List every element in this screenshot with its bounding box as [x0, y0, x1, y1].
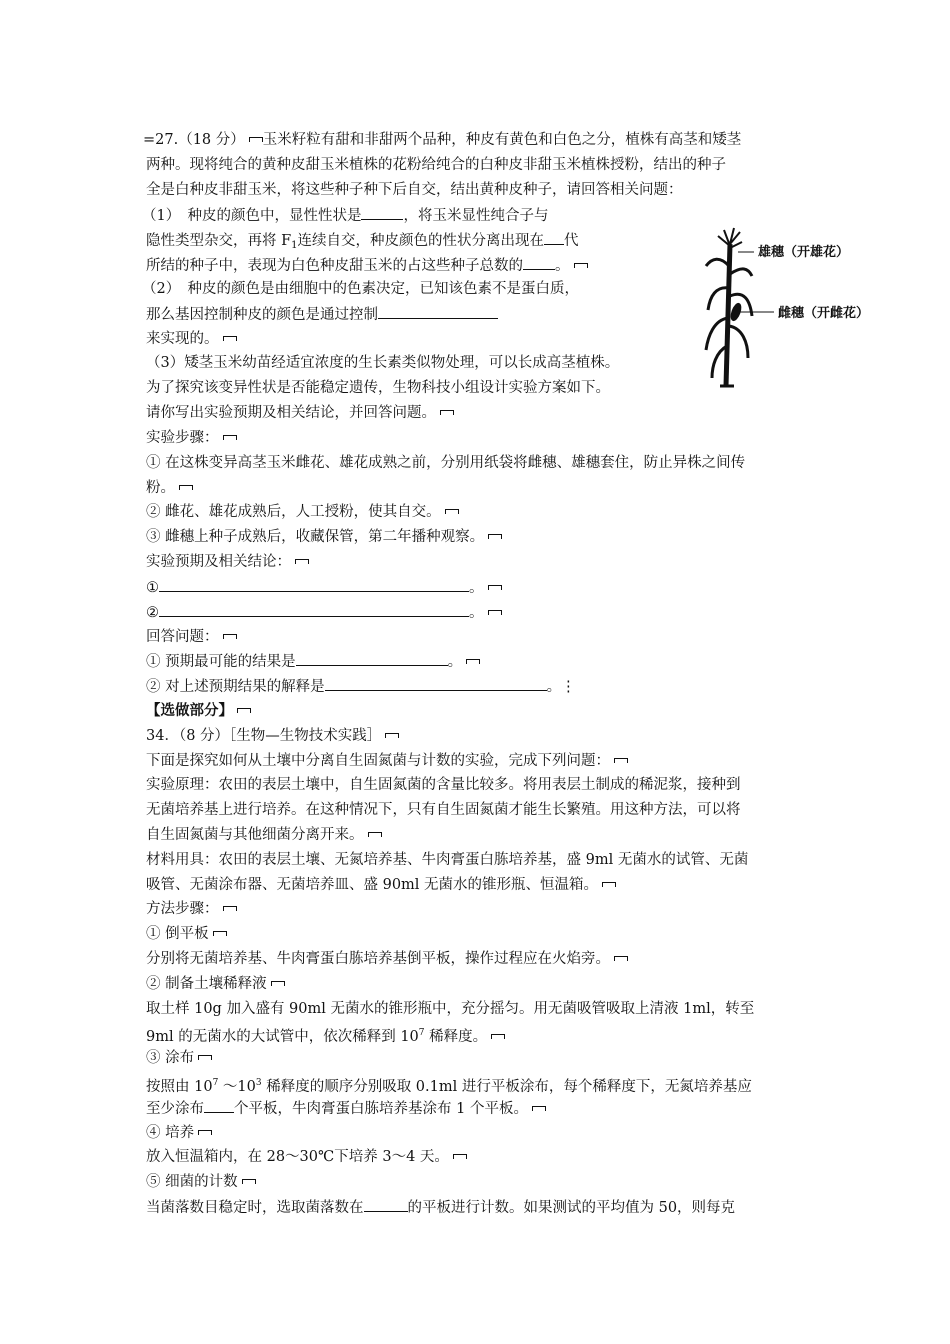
q34-principle-3	[146, 825, 382, 845]
paragraph-mark-icon	[574, 262, 588, 270]
method-1-text	[146, 949, 628, 969]
answer-text: ② 对上述预期结果的解释是	[146, 679, 325, 695]
answer-blank[interactable]	[296, 651, 448, 666]
materials-text: 材料用具：农田的表层土壤、无氮培养基、牛肉膏蛋白胨培养基，盛 9ml 无菌水的试管、无菌	[146, 852, 749, 868]
method-step-text: 按照由 10	[146, 1079, 213, 1095]
q34-heading-text: 34．（8 分）［生物—生物技术实践］	[146, 728, 382, 744]
method-step-text: 9ml 的无菌水的大试管中，依次稀释到 10	[146, 1029, 419, 1045]
answer-blank[interactable]	[378, 304, 498, 319]
method-2-text-1	[146, 999, 754, 1019]
step-1-line1	[146, 453, 745, 473]
paragraph-mark-icon	[223, 633, 237, 641]
method-1-title	[146, 924, 227, 944]
method-step-text: 当菌落数目稳定时，选取菌落数在	[146, 1200, 364, 1216]
superscript: 3	[255, 1078, 262, 1088]
method-step-text: 放入恒温箱内，在 28～30℃下培养 3～4 天。	[146, 1149, 449, 1165]
prediction-number: ②	[146, 605, 159, 621]
q27-text: 全是白种皮非甜玉米，将这些种子种下后自交，结出黄种皮种子，请回答相关问题：	[146, 182, 683, 198]
q34-method-title	[146, 899, 237, 919]
method-3-text-2	[146, 1098, 546, 1118]
paragraph-mark-icon	[198, 1129, 212, 1137]
method-2-text-2	[146, 1023, 505, 1043]
q27-part1-line3	[146, 255, 588, 275]
answer-blank[interactable]	[361, 205, 403, 220]
method-step-title: ① 倒平板	[146, 926, 209, 942]
step-text: ① 在这株变异高茎玉米雌花、雄花成熟之前，分别用纸袋将雌穗、雄穗套住，防止异株之间传	[146, 455, 746, 471]
paragraph-mark-icon	[614, 757, 628, 765]
q27-part2-line3	[146, 329, 237, 349]
method-step-title: ③ 涂布	[146, 1050, 195, 1066]
paragraph-mark-icon	[368, 831, 382, 839]
paragraph-mark-icon	[488, 533, 502, 541]
step-1-line2	[146, 478, 193, 498]
answer-blank[interactable]	[523, 255, 555, 270]
q27-part1-line1	[142, 205, 548, 225]
optional-title-text: 【选做部分】	[146, 702, 233, 719]
q27-part3-line2	[146, 378, 610, 398]
q27-part1-line2	[146, 230, 579, 250]
punctuation: 。	[469, 580, 484, 596]
q27-part3-line1	[146, 353, 619, 373]
superscript: 7	[212, 1078, 219, 1088]
answer-text: ① 预期最可能的结果是	[146, 654, 296, 670]
method-step-text: 取土样 10g 加入盛有 90ml 无菌水的锥形瓶中，充分摇匀。用无菌吸管吸取上清液 1ml，转至	[146, 1001, 755, 1017]
figure-label-female: 雌穗（开雌花）	[778, 306, 870, 321]
paragraph-mark-icon	[213, 930, 227, 938]
answer-blank[interactable]	[325, 676, 547, 691]
q34-principle-1	[146, 775, 741, 795]
materials-text: 吸管、无菌涂布器、无菌培养皿、盛 90ml 无菌水的锥形瓶、恒温箱。	[146, 877, 599, 893]
prediction-title	[146, 552, 309, 572]
q27-line-1	[143, 130, 741, 150]
punctuation: 。	[469, 605, 484, 621]
q27-number: =27.（18 分）	[143, 132, 245, 148]
paragraph-mark-icon	[602, 881, 616, 889]
principle-text: 无菌培养基上进行培养。在这种情况下，只有自生固氮菌才能生长繁殖。用这种方法，可以将	[146, 802, 741, 818]
paragraph-mark-icon	[466, 658, 480, 666]
method-3-text-1	[146, 1073, 752, 1093]
method-step-title: ④ 培养	[146, 1125, 195, 1141]
figure-label-male: 雄穗（开雄花）	[758, 245, 850, 260]
punctuation: 。⋮	[546, 679, 576, 695]
method-5-text	[146, 1197, 735, 1217]
prediction-title-text: 实验预期及相关结论：	[146, 554, 291, 570]
step-text: 粉。	[146, 480, 175, 496]
part3-text: 请你写出实验预期及相关结论，并回答问题。	[146, 405, 436, 421]
method-step-text: ～10	[218, 1079, 256, 1095]
method-step-text: 至少涂布	[146, 1101, 204, 1117]
prediction-1	[146, 577, 502, 597]
paragraph-mark-icon	[237, 707, 251, 715]
subscript: 1	[291, 240, 298, 251]
answer-title-text: 回答问题：	[146, 629, 219, 645]
q27-text: 两种。现将纯合的黄种皮甜玉米植株的花粉给纯合的白种皮非甜玉米植株授粉，结出的种子	[146, 157, 726, 173]
part1-text: 代	[564, 233, 579, 249]
principle-text: 实验原理：农田的表层土壤中，自生固氮菌的含量比较多。将用表层土制成的稀泥浆，接种到	[146, 777, 741, 793]
paragraph-mark-icon	[614, 955, 628, 963]
part1-text: （1） 种皮的颜色中，显性性状是	[142, 208, 362, 224]
answer-title	[146, 627, 237, 647]
q34-intro-text: 下面是探究如何从土壤中分离自生固氮菌与计数的实验，完成下列问题：	[146, 753, 610, 769]
paragraph-mark-icon	[249, 136, 263, 144]
method-step-text: 的平板进行计数。如果测试的平均值为 50，则每克	[407, 1200, 736, 1216]
answer-blank[interactable]	[204, 1098, 234, 1113]
paragraph-mark-icon	[179, 484, 193, 492]
q27-part2-line2	[146, 304, 498, 324]
optional-section-title	[146, 701, 251, 721]
answer-blank[interactable]	[364, 1197, 408, 1212]
q34-intro	[146, 751, 628, 771]
paragraph-mark-icon	[242, 1178, 256, 1186]
part2-text: 那么基因控制种皮的颜色是通过控制	[146, 307, 378, 323]
method-step-text: 稀释度。	[424, 1029, 488, 1045]
method-5-title	[146, 1172, 256, 1192]
method-step-text: 分别将无菌培养基、牛肉膏蛋白胨培养基倒平板，操作过程应在火焰旁。	[146, 951, 610, 967]
corn-plant-figure	[690, 226, 890, 394]
paragraph-mark-icon	[385, 732, 399, 740]
part3-text: 为了探究该变异性状是否能稳定遗传，生物科技小组设计实验方案如下。	[146, 380, 610, 396]
prediction-number: ①	[146, 580, 159, 596]
paragraph-mark-icon	[445, 508, 459, 516]
paragraph-mark-icon	[295, 558, 309, 566]
method-2-title	[146, 974, 285, 994]
punctuation: 。	[447, 654, 463, 670]
q34-materials-1	[146, 850, 748, 870]
paragraph-mark-icon	[532, 1105, 546, 1113]
method-step-text: 稀释度的顺序分别吸取 0.1ml 进行平板涂布，每个稀释度下，无氮培养基应	[261, 1079, 752, 1095]
method-4-text	[146, 1147, 467, 1167]
step-3	[146, 527, 502, 547]
step-2	[146, 502, 459, 522]
principle-text: 自生固氮菌与其他细菌分离开来。	[146, 827, 364, 843]
part1-text: 。	[555, 258, 570, 274]
answer-2	[146, 676, 576, 696]
superscript: 7	[418, 1028, 425, 1038]
answer-blank[interactable]	[159, 602, 469, 617]
part2-text: 来实现的。	[146, 331, 219, 347]
part3-text: （3）矮茎玉米幼苗经适宜浓度的生长素类似物处理，可以长成高茎植株。	[146, 355, 620, 371]
answer-blank[interactable]	[159, 577, 469, 592]
q27-line-3	[146, 180, 683, 200]
method-4-title	[146, 1123, 212, 1143]
paragraph-mark-icon	[223, 335, 237, 343]
q34-principle-2	[146, 800, 741, 820]
part2-text: （2） 种皮的颜色是由细胞中的色素决定，已知该色素不是蛋白质，	[142, 281, 579, 297]
prediction-2	[146, 602, 502, 622]
q27-part2-line1	[142, 279, 579, 299]
paragraph-mark-icon	[453, 1153, 467, 1161]
method-step-title: ⑤ 细菌的计数	[146, 1174, 238, 1190]
q27-text: 玉米籽粒有甜和非甜两个品种，种皮有黄色和白色之分，植株有高茎和矮茎	[262, 132, 742, 148]
step-text: ② 雌花、雄花成熟后，人工授粉，使其自交。	[146, 504, 441, 520]
paragraph-mark-icon	[488, 609, 502, 617]
paragraph-mark-icon	[223, 434, 237, 442]
part1-text: 所结的种子中，表现为白色种皮甜玉米的占这些种子总数的	[146, 258, 523, 274]
paragraph-mark-icon	[198, 1054, 212, 1062]
method-step-text: 个平板，牛肉膏蛋白胨培养基涂布 1 个平板。	[234, 1101, 528, 1117]
method-title-text: 方法步骤：	[146, 901, 219, 917]
method-3-title	[146, 1048, 212, 1068]
q27-part3-line3	[146, 403, 454, 423]
q34-heading	[146, 726, 399, 746]
step-text: ③ 雌穗上种子成熟后，收藏保管，第二年播种观察。	[146, 529, 485, 545]
q27-line-2	[146, 155, 726, 175]
paragraph-mark-icon	[488, 584, 502, 592]
q34-materials-2	[146, 875, 616, 895]
paragraph-mark-icon	[223, 905, 237, 913]
paragraph-mark-icon	[440, 409, 454, 417]
part1-text: 隐性类型杂交，再将 F	[146, 233, 292, 249]
part1-text: 连续自交，种皮颜色的性状分离出现在	[297, 233, 545, 249]
answer-1	[146, 651, 480, 671]
part1-text: ，将玉米显性纯合子与	[403, 208, 549, 224]
answer-blank[interactable]	[544, 230, 564, 245]
paragraph-mark-icon	[271, 980, 285, 988]
paragraph-mark-icon	[491, 1033, 505, 1041]
steps-title-text: 实验步骤：	[146, 430, 219, 446]
steps-title	[146, 428, 237, 448]
method-step-title: ② 制备土壤稀释液	[146, 976, 267, 992]
